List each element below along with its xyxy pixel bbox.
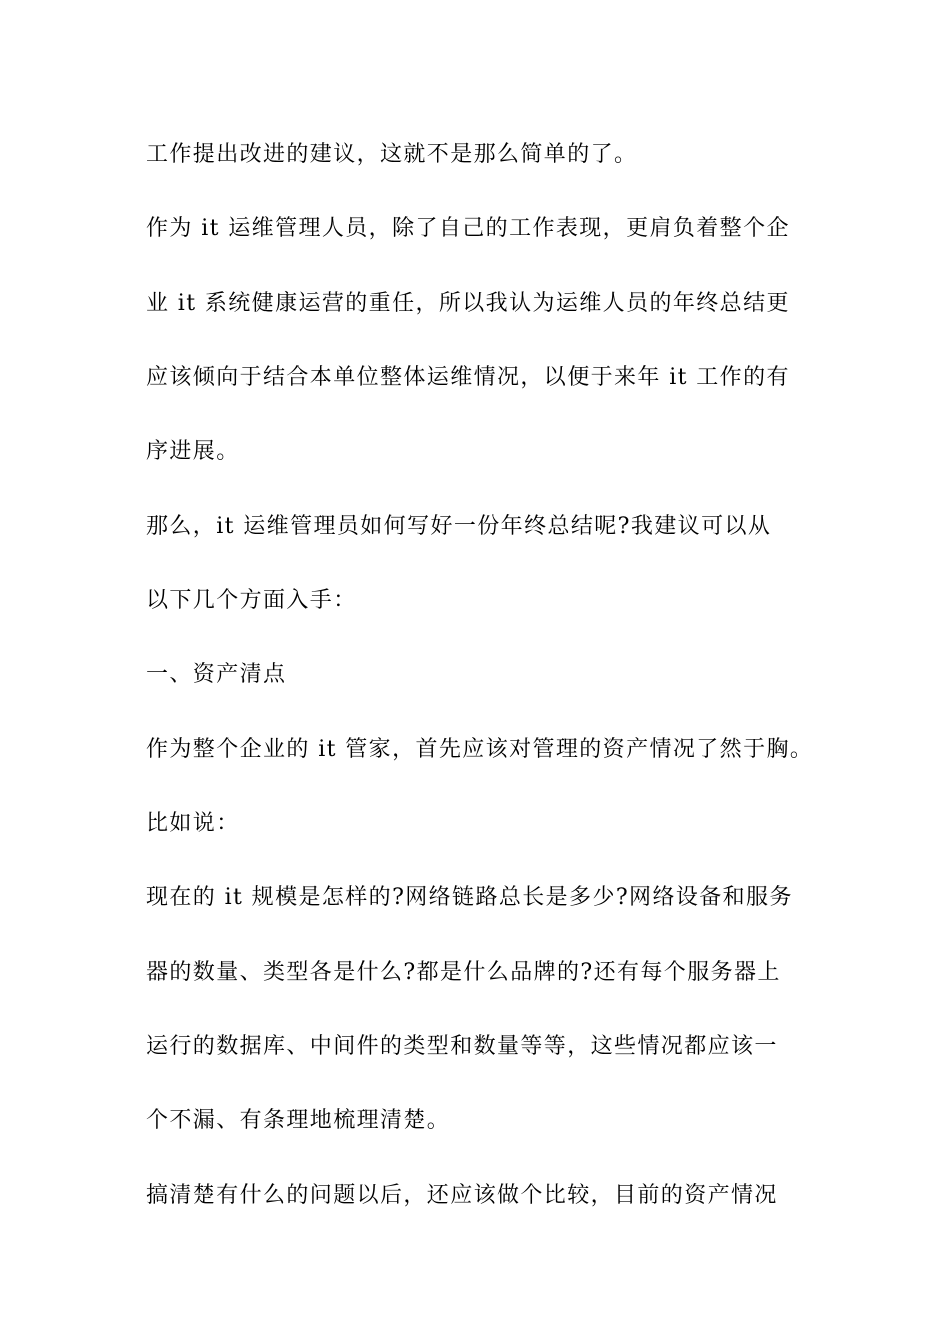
text-line: 比如说： [146, 811, 240, 836]
text-line: 器的数量、类型各是什么?都是什么品牌的?还有每个服务器上 [146, 960, 781, 985]
section-heading: 一、资产清点 [146, 662, 287, 687]
text-line: 作为 it 运维管理人员，除了自己的工作表现，更肩负着整个企 [146, 216, 790, 241]
text-line: 以下几个方面入手： [146, 588, 357, 613]
text-line: 序进展。 [146, 439, 240, 464]
text-line: 搞清楚有什么的问题以后，还应该做个比较，目前的资产情况 [146, 1183, 778, 1208]
text-line: 应该倾向于结合本单位整体运维情况，以便于来年 it 工作的有 [146, 365, 790, 390]
text-line: 作为整个企业的 it 管家，首先应该对管理的资产情况了然于胸。 [146, 737, 814, 762]
text-line: 现在的 it 规模是怎样的?网络链路总长是多少?网络设备和服务 [146, 885, 793, 910]
text-line: 运行的数据库、中间件的类型和数量等等，这些情况都应该一 [146, 1034, 778, 1059]
text-line: 那么，it 运维管理员如何写好一份年终总结呢?我建议可以从 [146, 514, 772, 539]
text-line: 个不漏、有条理地梳理清楚。 [146, 1108, 451, 1133]
text-line: 工作提出改进的建议，这就不是那么简单的了。 [146, 142, 638, 167]
text-line: 业 it 系统健康运营的重任，所以我认为运维人员的年终总结更 [146, 291, 790, 316]
